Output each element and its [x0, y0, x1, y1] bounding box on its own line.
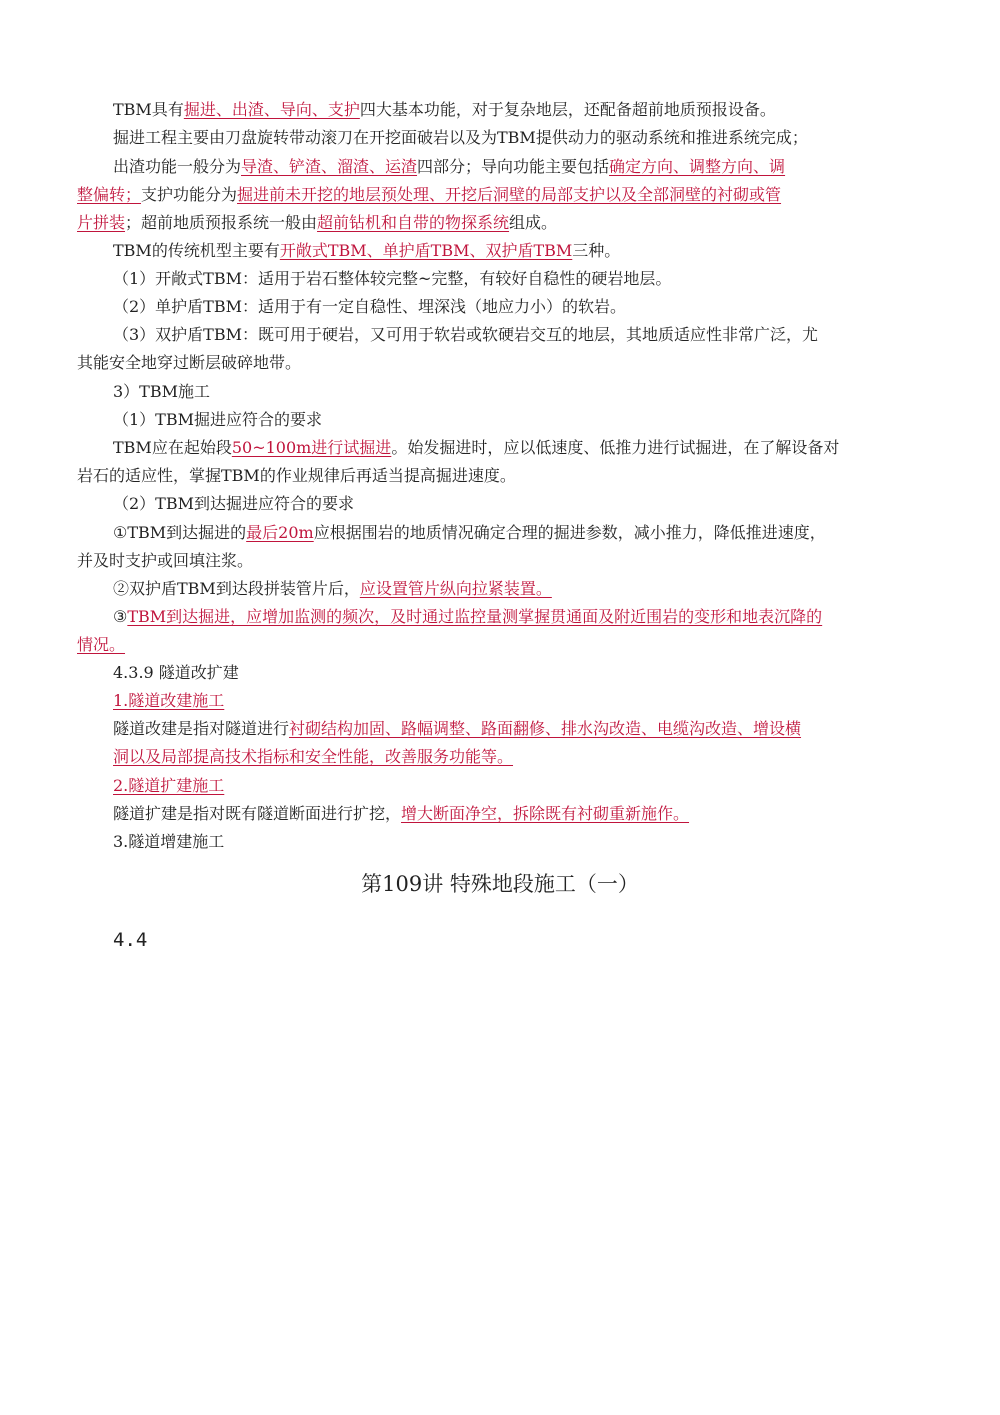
paragraph-arrival-3-line1: ③TBM到达掘进，应增加监测的频次，及时通过监控量测掌握贯通面及附近围岩的变形和地表沉降的 — [113, 607, 823, 626]
paragraph-reconstruction-line1: 隧道改建是指对隧道进行衬砌结构加固、路幅调整、路面翻修、排水沟改造、电缆沟改造、增设横 — [113, 719, 802, 738]
emphasis-text: TBM到达掘进，应增加监测的频次，及时通过监控量测掌握贯通面及附近围岩的变形和地表沉降的 — [127, 607, 823, 626]
paragraph-muck-guidance-line2: 整偏转；支护功能分为掘进前未开挖的地层预处理、开挖后洞壁的局部支护以及全部洞壁的衬砌或管 — [77, 185, 782, 204]
paragraph-open-tbm: （1）开敞式TBM：适用于岩石整体较完整~完整，有较好自稳性的硬岩地层。 — [113, 269, 672, 288]
paragraph-double-shield-tbm-line2: 其能安全地穿过断层破碎地带。 — [77, 353, 302, 372]
emphasis-text: 应设置管片纵向拉紧装置。 — [359, 579, 552, 598]
emphasis-text: 洞以及局部提高技术指标和安全性能，改善服务功能等。 — [113, 747, 514, 766]
emphasis-text: 2.隧道扩建施工 — [113, 776, 225, 795]
heading-tunnel-reconstruction — [0, 691, 1000, 711]
paragraph-trial-excavation-line2: 岩石的适应性，掌握TBM的作业规律后再适当提高掘进速度。 — [77, 466, 516, 485]
emphasis-text: 50~100m进行试掘进 — [231, 438, 392, 457]
paragraph-arrival-2: ②双护盾TBM到达段拼装管片后，应设置管片纵向拉紧装置。 — [113, 579, 552, 598]
emphasis-text: 片拼装 — [77, 213, 126, 232]
emphasis-text: 掘进前未开挖的地层预处理、开挖后洞壁的局部支护以及全部洞壁的衬砌或管 — [237, 185, 782, 204]
paragraph-arrival-3-line2 — [0, 635, 1000, 655]
paragraph-tbm-functions: TBM具有掘进、出渣、导向、支护四大基本功能，对于复杂地层，还配备超前地质预报设备。 — [113, 100, 776, 119]
emphasis-text: 确定方向、调整方向、调 — [609, 157, 786, 176]
paragraph-arrival-1-line2: 并及时支护或回填注浆。 — [77, 551, 254, 570]
heading-tunnel-addition: 3.隧道增建施工 — [113, 832, 225, 851]
emphasis-text: 最后20m — [246, 523, 314, 542]
paragraph-excavation: 掘进工程主要由刀盘旋转带动滚刀在开挖面破岩以及为TBM提供动力的驱动系统和推进系统完成； — [113, 128, 808, 147]
heading-tbm-construction: 3）TBM施工 — [113, 382, 210, 401]
paragraph-single-shield-tbm: （2）单护盾TBM：适用于有一定自稳性、埋深浅（地应力小）的软岩。 — [113, 297, 626, 316]
emphasis-text: 掘进、出渣、导向、支护 — [183, 100, 360, 119]
emphasis-text: 1.隧道改建施工 — [113, 691, 225, 710]
emphasis-text: 导渣、铲渣、溜渣、运渣 — [241, 157, 418, 176]
paragraph-arrival-1-line1: ①TBM到达掘进的最后20m应根据围岩的地质情况确定合理的掘进参数，减小推力，降低推进速度， — [113, 523, 826, 542]
lecture-title: 第109讲 特殊地段施工（一） — [361, 872, 639, 896]
paragraph-double-shield-tbm-line1: （3）双护盾TBM：既可用于硬岩，又可用于软岩或软硬岩交互的地层，其地质适应性非常广泛，尤 — [113, 325, 818, 344]
paragraph-muck-guidance-line3: 片拼装；超前地质预报系统一般由超前钻机和自带的物探系统组成。 — [77, 213, 558, 232]
emphasis-text: 增大断面净空，拆除既有衬砌重新施作。 — [401, 804, 690, 823]
section-number: 4.4 — [113, 929, 148, 951]
heading-tunnel-expansion — [0, 776, 1000, 796]
emphasis-text: 开敞式TBM、单护盾TBM、双护盾TBM — [279, 241, 573, 260]
paragraph-muck-guidance-line1: 出渣功能一般分为导渣、铲渣、溜渣、运渣四部分；导向功能主要包括确定方向、调整方向、调 — [113, 157, 786, 176]
heading-tbm-excavation-requirements: （1）TBM掘进应符合的要求 — [113, 410, 322, 429]
heading-arrival-requirements: （2）TBM到达掘进应符合的要求 — [113, 494, 354, 513]
emphasis-text: 整偏转； — [77, 185, 142, 204]
paragraph-tbm-types: TBM的传统机型主要有开敞式TBM、单护盾TBM、双护盾TBM三种。 — [113, 241, 621, 260]
emphasis-text: 情况。 — [77, 635, 126, 654]
paragraph-trial-excavation-line1: TBM应在起始段50~100m进行试掘进。始发掘进时，应以低速度、低推力进行试掘进，在了解设备对 — [113, 438, 840, 457]
emphasis-text: 超前钻机和自带的物探系统 — [317, 213, 510, 232]
heading-tunnel-renovation: 4.3.9 隧道改扩建 — [113, 663, 239, 682]
paragraph-expansion: 隧道扩建是指对既有隧道断面进行扩挖，增大断面净空，拆除既有衬砌重新施作。 — [113, 804, 690, 823]
paragraph-reconstruction-line2 — [0, 747, 1000, 767]
emphasis-text: 衬砌结构加固、路幅调整、路面翻修、排水沟改造、电缆沟改造、增设横 — [289, 719, 802, 738]
